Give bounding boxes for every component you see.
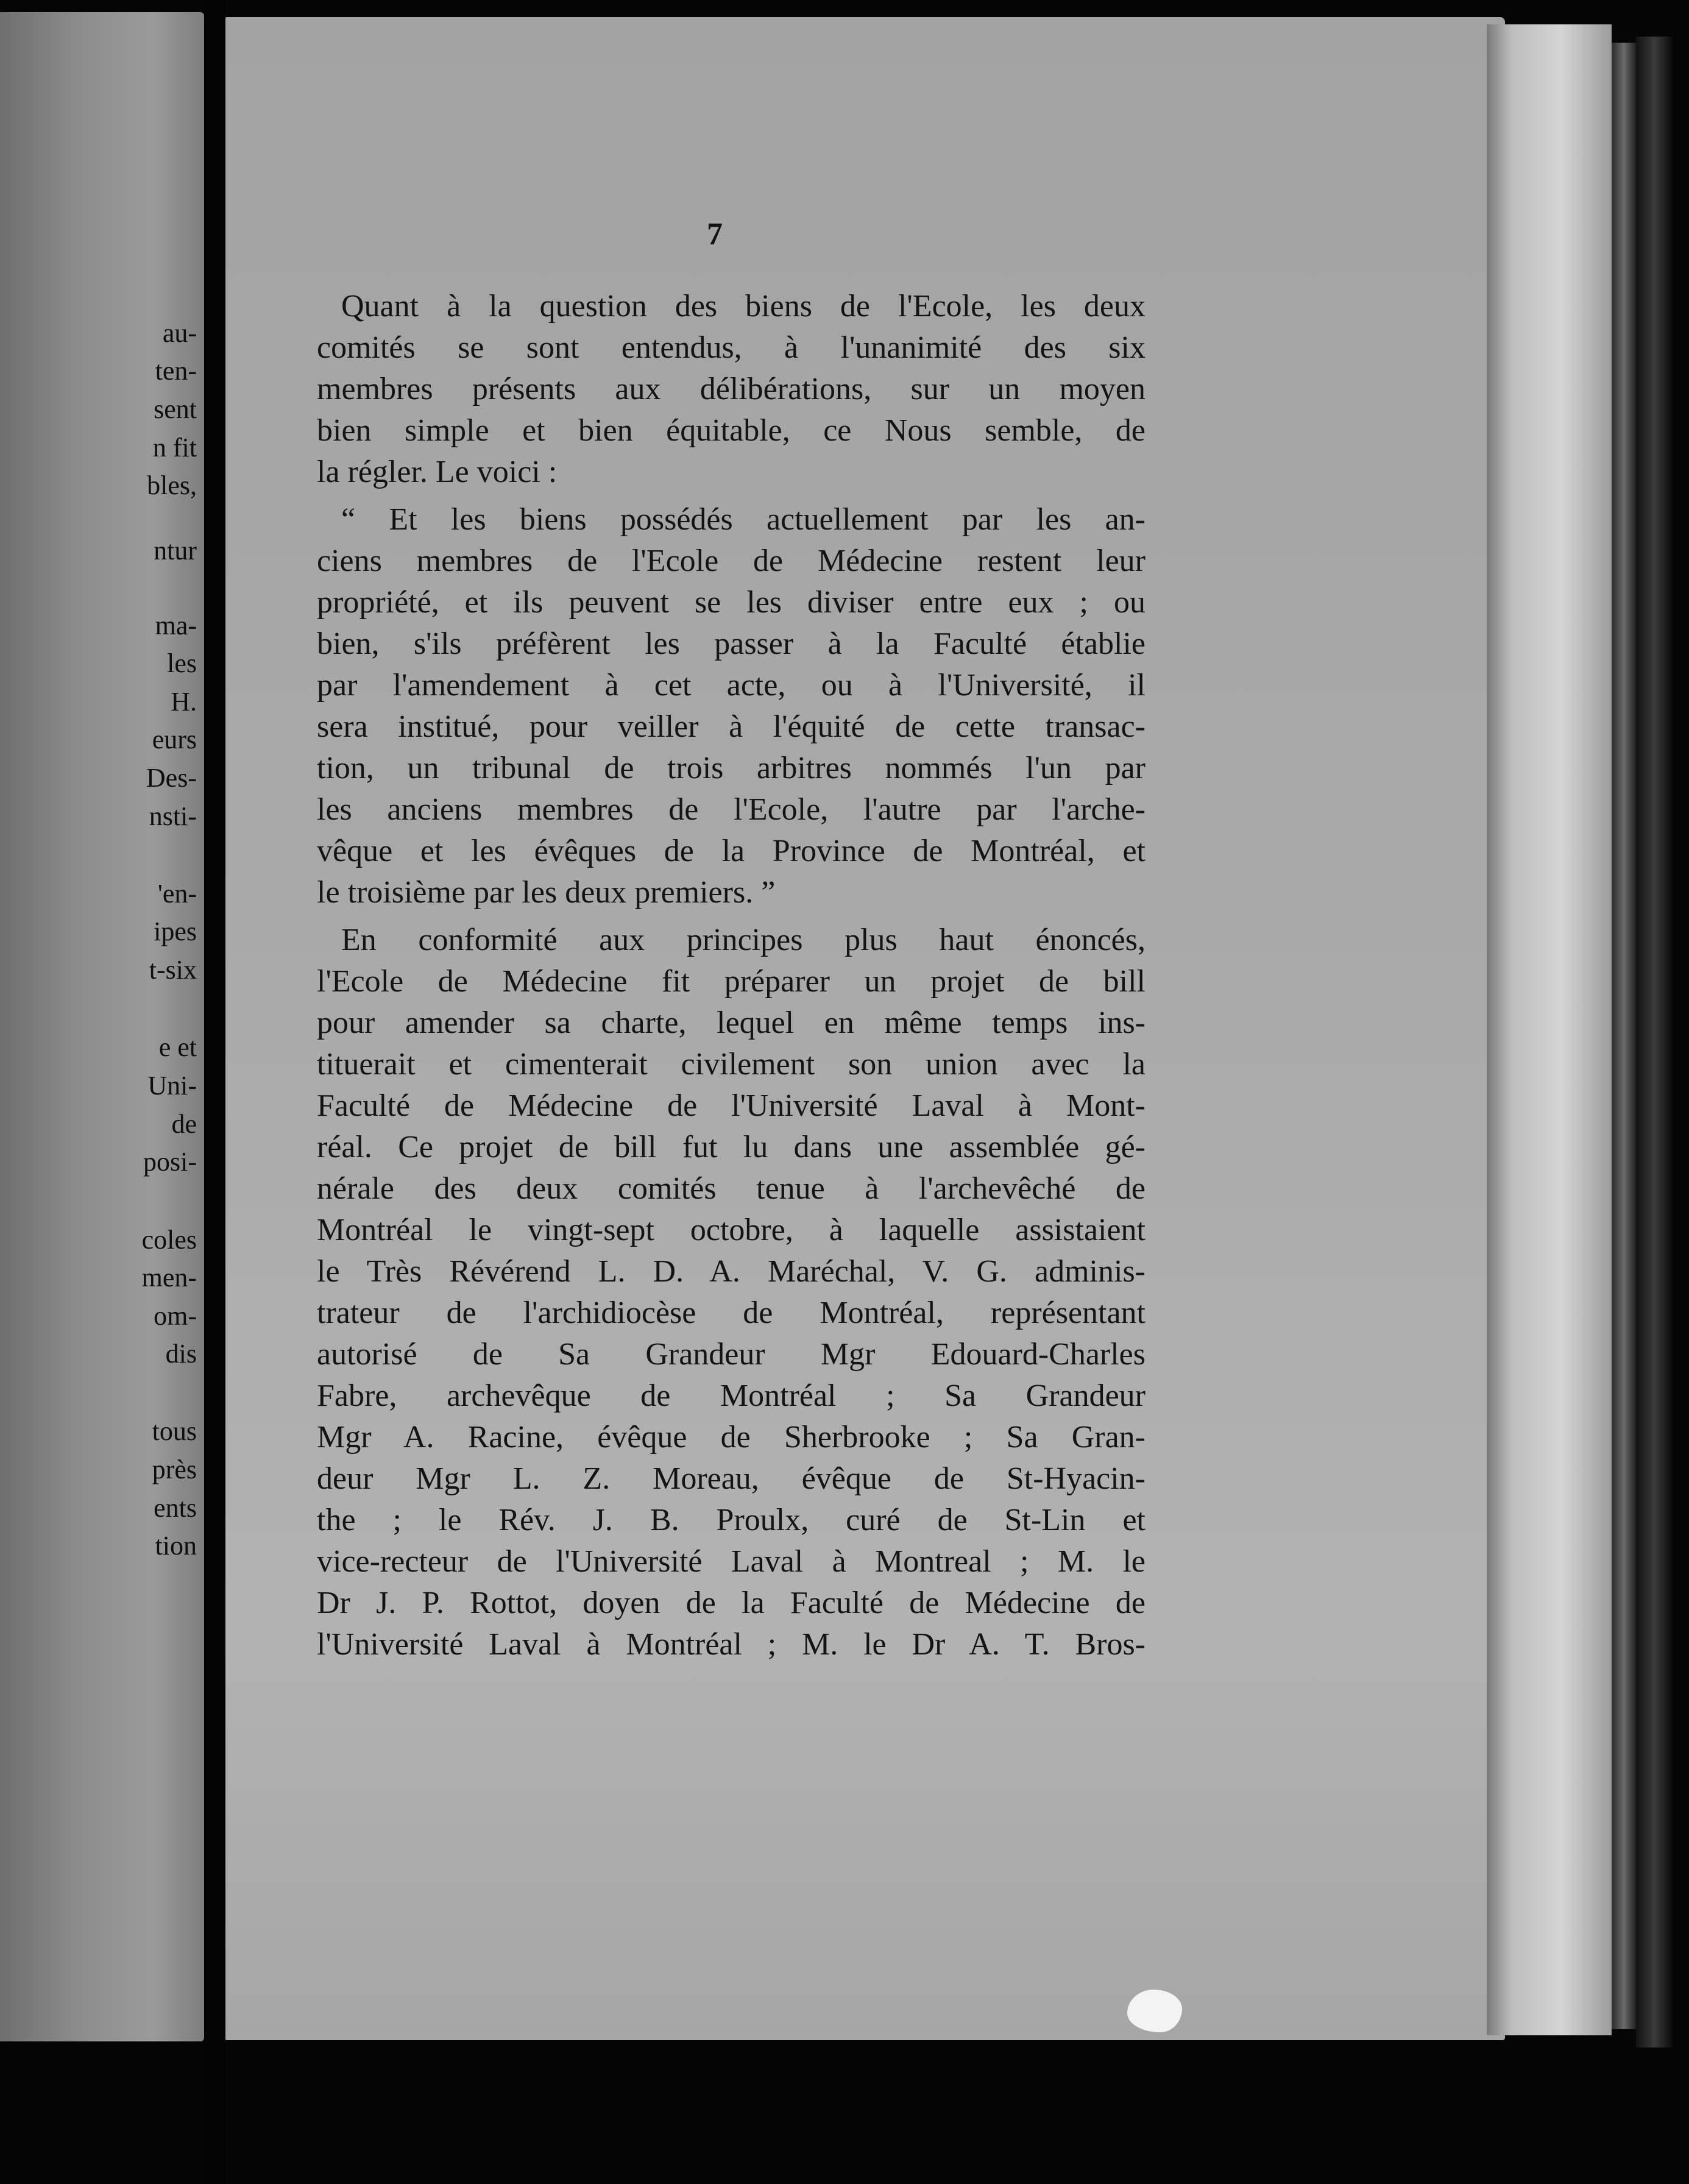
body-text-line: Fabre, archevêque de Montréal ; Sa Grandeur xyxy=(317,1378,1145,1413)
left-page-line: e et xyxy=(158,1032,197,1062)
body-text-line: tituerait et cimenterait civilement son union avec la xyxy=(317,1047,1145,1082)
body-text-line: la régler. Le voici : xyxy=(317,455,558,489)
book-cover-edge xyxy=(1612,43,1636,2029)
body-text-line: trateur de l'archidiocèse de Montréal, représentant xyxy=(317,1296,1145,1330)
body-text-line: le troisième par les deux premiers. ” xyxy=(317,875,776,910)
body-text-line: “ Et les biens possédés actuellement par les an- xyxy=(341,502,1145,537)
body-text-line: nérale des deux comités tenue à l'archevêché de xyxy=(317,1171,1145,1206)
left-page-line: bles, xyxy=(147,470,197,500)
paper-stain xyxy=(1127,1990,1182,2032)
left-page-line: tous xyxy=(152,1416,197,1446)
body-text-line: Faculté de Médecine de l'Université Laval à Mont- xyxy=(317,1088,1145,1123)
left-page-line: om- xyxy=(154,1301,197,1331)
body-text-line: membres présents aux délibérations, sur un moyen xyxy=(317,372,1145,406)
body-text-line: sera institué, pour veiller à l'équité de cette transac- xyxy=(317,709,1145,744)
left-page-line: posi- xyxy=(143,1147,197,1177)
left-page-line: ntur xyxy=(154,536,197,566)
left-page-line: 'en- xyxy=(157,879,197,909)
left-page-line: sent xyxy=(154,394,197,424)
left-page-line: n fit xyxy=(152,433,197,463)
left-page-fragment xyxy=(0,12,204,2041)
page-number: 7 xyxy=(707,217,723,252)
body-text-line: pour amender sa charte, lequel en même temps ins- xyxy=(317,1005,1145,1040)
body-text-line: l'Université Laval à Montréal ; M. le Dr A. T. Bros- xyxy=(317,1627,1145,1662)
body-text-line: réal. Ce projet de bill fut lu dans une assemblée gé- xyxy=(317,1130,1145,1165)
body-text-line: bien, s'ils préfèrent les passer à la Faculté établie xyxy=(317,626,1145,661)
left-page-line: H. xyxy=(171,687,197,717)
left-page-line: Des- xyxy=(146,763,197,793)
page-edge-stack xyxy=(1487,24,1612,2035)
left-page-line: nsti- xyxy=(149,801,197,831)
body-text-line: par l'amendement à cet acte, ou à l'Université, il xyxy=(317,668,1145,703)
body-text-line: Dr J. P. Rottot, doyen de la Faculté de Médecine de xyxy=(317,1586,1145,1620)
body-text-line: autorisé de Sa Grandeur Mgr Edouard-Charles xyxy=(317,1337,1145,1372)
left-page-line: ten- xyxy=(155,356,197,386)
left-page-line: au- xyxy=(162,318,197,348)
left-page-line: ents xyxy=(154,1493,197,1523)
body-text-line: deur Mgr L. Z. Moreau, évêque de St-Hyacin- xyxy=(317,1461,1145,1496)
body-text-line: the ; le Rév. J. B. Proulx, curé de St-Lin et xyxy=(317,1503,1145,1537)
left-page-line: de xyxy=(171,1109,197,1139)
body-text-line: vêque et les évêques de la Province de Montréal, et xyxy=(317,834,1145,868)
body-text-line: comités se sont entendus, à l'unanimité des six xyxy=(317,330,1145,365)
left-page-line: men- xyxy=(141,1263,197,1292)
body-text-line: ciens membres de l'Ecole de Médecine restent leur xyxy=(317,544,1145,578)
body-text-line: vice-recteur de l'Université Laval à Montreal ; M. le xyxy=(317,1544,1145,1579)
body-text-line: Quant à la question des biens de l'Ecole, les deux xyxy=(341,289,1145,324)
left-page-line: près xyxy=(152,1455,197,1484)
left-page-line: dis xyxy=(165,1339,197,1369)
book-spine-edge xyxy=(1636,37,1673,2048)
body-text-line: Mgr A. Racine, évêque de Sherbrooke ; Sa Gran- xyxy=(317,1420,1145,1455)
left-page-line: t-six xyxy=(149,955,197,985)
body-text-line: propriété, et ils peuvent se les diviser entre eux ; ou xyxy=(317,585,1145,620)
body-text-line: l'Ecole de Médecine fit préparer un projet de bill xyxy=(317,964,1145,999)
left-page-line: tion xyxy=(155,1531,197,1561)
left-page-line: eurs xyxy=(152,725,197,754)
body-text-line: Montréal le vingt-sept octobre, à laquelle assistaient xyxy=(317,1213,1145,1247)
left-page-line: Uni- xyxy=(147,1071,197,1101)
left-page-line: ipes xyxy=(154,916,197,946)
body-text-line: bien simple et bien équitable, ce Nous semble, de xyxy=(317,413,1145,448)
book-gutter xyxy=(204,0,225,2184)
body-text-line: les anciens membres de l'Ecole, l'autre par l'arche- xyxy=(317,792,1145,827)
left-page-line: les xyxy=(167,648,197,678)
body-text-line: tion, un tribunal de trois arbitres nommés l'un par xyxy=(317,751,1145,785)
body-text-line: En conformité aux principes plus haut énoncés, xyxy=(341,923,1145,957)
body-text-line: le Très Révérend L. D. A. Maréchal, V. G. adminis- xyxy=(317,1254,1145,1289)
left-page-line: coles xyxy=(141,1225,197,1255)
left-page-line: ma- xyxy=(155,611,197,640)
